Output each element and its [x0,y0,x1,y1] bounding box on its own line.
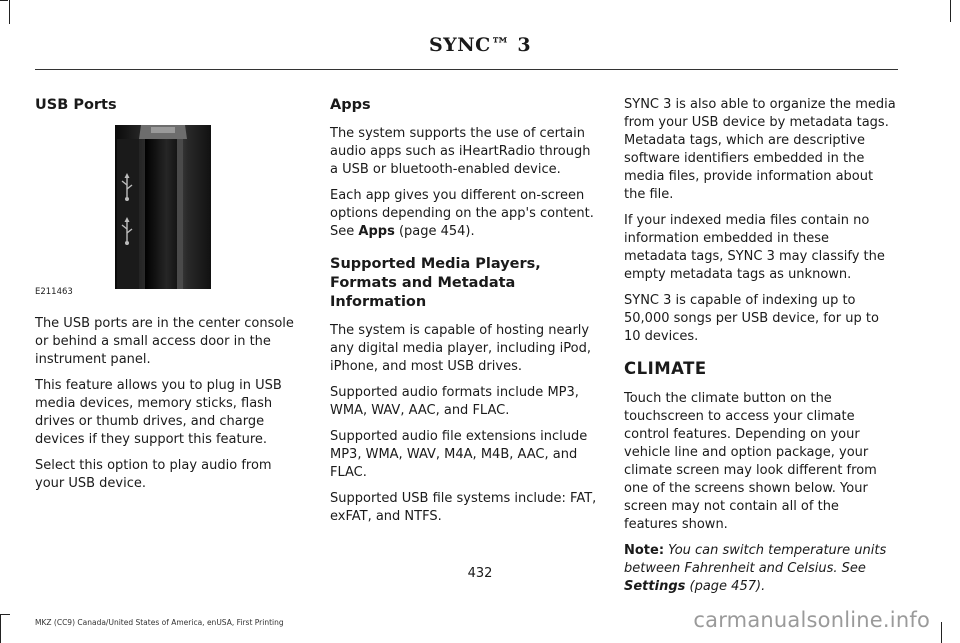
column-2 [330,96,602,534]
crop-mark [950,0,951,22]
crop-mark [9,0,10,24]
crop-mark [0,614,1,643]
settings-xref-page: (page 457). [685,579,766,594]
note-text: You can switch temperature units between Fahrenheit and Celsius. See [624,543,887,576]
usb-feature-paragraph: This feature allows you to plug in USB media devices, memory sticks, flash drives or thumb drives, and charge devices if they support this feature. [35,378,282,447]
usb-select-paragraph: Select this option to play audio from your USB device. [35,458,272,491]
footer-text: MKZ (CC9) Canada/United States of America, enUSA, First Printing [35,618,284,627]
settings-xref-link[interactable]: Settings [624,579,686,594]
figure-id: E211463 [35,287,73,297]
header-rule [35,69,898,70]
media-players-paragraph: The system is capable of hosting nearly any digital media player, including iPod, iPhone, and most USB drives. [330,323,591,374]
media-formats-heading: Supported Media Players, Formats and Metadata Information [330,256,541,310]
unknown-tags-paragraph: If your indexed media files contain no information embedded in these metadata tags, SYNC 3 may classify the empty metadata tags as unknown. [624,213,885,282]
file-systems-paragraph: Supported USB file systems include: FAT, exFAT, and NTFS. [330,491,597,524]
apps-paragraph: The system supports the use of certain audio apps such as iHeartRadio through a USB or bluetooth-enabled device. [330,126,591,177]
column-3 [624,96,896,604]
apps-xref-link[interactable]: Apps [358,224,395,239]
crop-mark [0,0,8,1]
climate-paragraph: Touch the climate button on the touchscreen to access your climate control features. Depending on your vehicle line and option package, your climate screen may look different from one of the screens shown below. Your screen may not contain all of the features shown. [624,391,877,532]
crop-mark [0,614,10,615]
metadata-paragraph: SYNC 3 is also able to organize the media from your USB device by metadata tags. Metadata tags, which are descriptive software identifiers embedded in the media files, provide information about the file. [624,97,896,202]
usb-ports-figure [35,125,300,301]
crop-mark [941,622,942,643]
note-label: Note: [624,543,665,558]
apps-xref-page: (page 454). [394,224,475,239]
column-1 [35,96,300,501]
usb-port-illustration [111,125,215,289]
page-header-title: SYNC™ 3 [428,34,532,56]
climate-section-heading: CLIMATE [624,359,707,378]
file-extensions-paragraph: Supported audio file extensions include MP3, WMA, WAV, M4A, M4B, AAC, and FLAC. [330,429,588,480]
usb-ports-heading: USB Ports [35,97,117,113]
apps-options-text: Each app gives you different on-screen options depending on the app's content. See [330,188,594,239]
page-number: 432 [467,566,493,581]
audio-formats-paragraph: Supported audio formats include MP3, WMA, WAV, AAC, and FLAC. [330,385,579,418]
watermark: carmanualsonline.info [693,608,930,632]
indexing-paragraph: SYNC 3 is capable of indexing up to 50,000 songs per USB device, for up to 10 devices. [624,293,879,344]
usb-ports-paragraph: The USB ports are in the center console or behind a small access door in the instrument panel. [35,316,294,367]
apps-options-paragraph [330,187,602,241]
apps-heading: Apps [330,97,371,113]
